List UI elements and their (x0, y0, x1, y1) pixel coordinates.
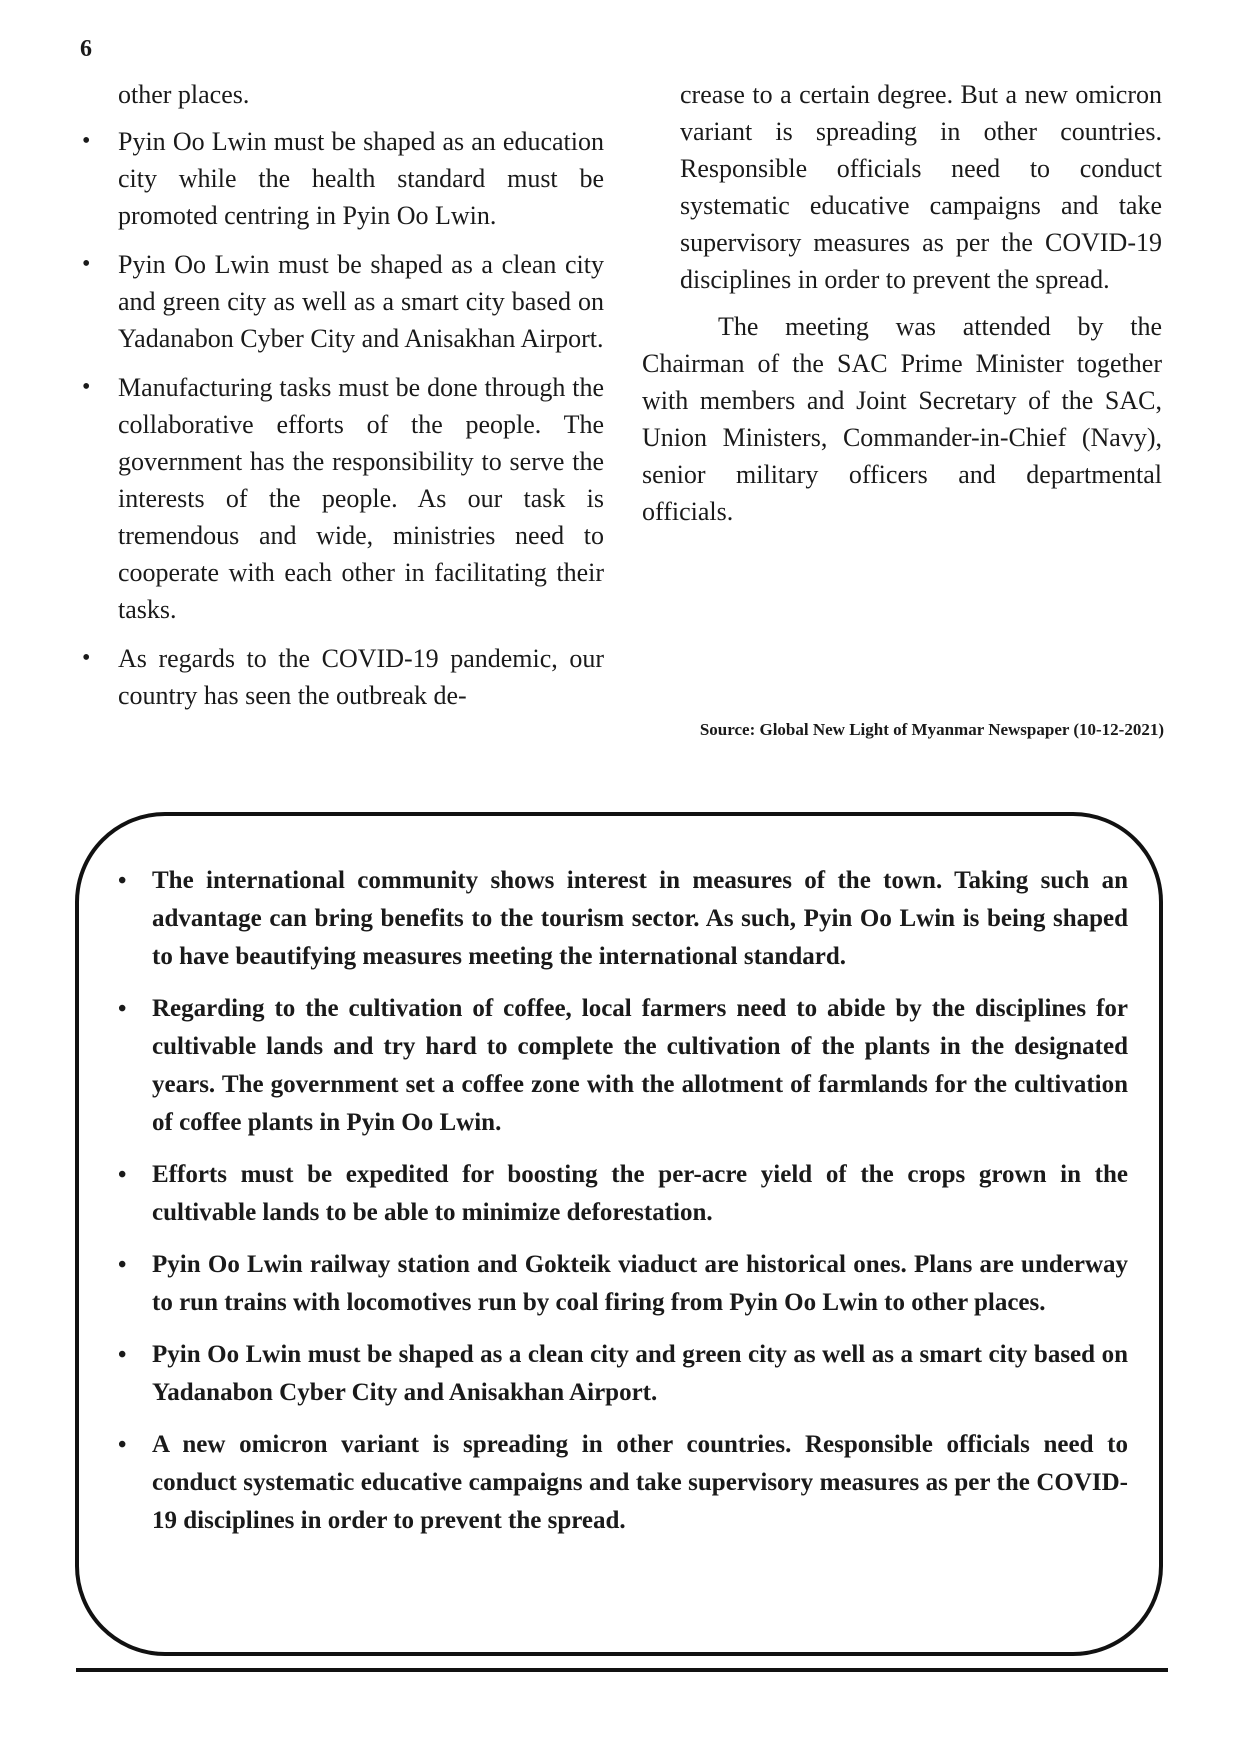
right-column (642, 76, 1162, 530)
meeting-attendance-paragraph: The meeting was attended by the Chairman of the SAC Prime Minister together with members and Joint Secretary of the SAC, Union Ministers, Commander-in-Chief (Navy), senior military officers and departmental officials. (642, 312, 1162, 526)
summary-item-text: Efforts must be expedited for boosting the per-acre yield of the crops grown in the cultivable lands to be able to minimize deforestation. (152, 1161, 1128, 1226)
summary-item (118, 862, 1128, 976)
bullet-icon: • (82, 645, 91, 671)
bullet-icon: • (82, 128, 91, 154)
summary-item-text: Pyin Oo Lwin railway station and Gokteik viaduct are historical ones. Plans are underway to run trains with locomotives run by coal firing from Pyin Oo Lwin to other places. (152, 1251, 1128, 1316)
bullet-icon: • (82, 251, 91, 277)
list-item (82, 246, 604, 357)
bullet-icon: • (118, 996, 127, 1022)
left-column (82, 76, 604, 726)
page-number: 6 (80, 36, 92, 62)
list-item-text: Pyin Oo Lwin must be shaped as an education city while the health standard must be promoted centring in Pyin Oo Lwin. (118, 127, 604, 230)
summary-item (118, 1156, 1128, 1232)
bullet-icon: • (118, 1252, 127, 1278)
list-item-text: Manufacturing tasks must be done through the collaborative efforts of the people. The government has the responsibility to serve the interests of the people. As our task is tremendous and wide, ministries need to cooperate with each other in facilitating their tasks. (118, 373, 604, 624)
summary-item (118, 1246, 1128, 1322)
summary-item-text: A new omicron variant is spreading in other countries. Responsible officials need to conduct systematic educative campaigns and take supervisory measures as per the COVID-19 disciplines in order to prevent the spread. (152, 1431, 1128, 1534)
left-continuation-text: other places. (118, 80, 250, 109)
source-citation: Source: Global New Light of Myanmar Newspaper (10-12-2021) (699, 720, 1164, 739)
summary-item-text: Regarding to the cultivation of coffee, local farmers need to abide by the disciplines for cultivable lands and try hard to complete the cultivation of the plants in the designated years. The government set a coffee zone with the allotment of farmlands for the cultivation of coffee plants in Pyin Oo Lwin. (152, 995, 1128, 1136)
bottom-rule (76, 1668, 1168, 1672)
bullet-icon: • (118, 1342, 127, 1368)
list-item-text: As regards to the COVID-19 pandemic, our country has seen the outbreak de- (118, 644, 604, 710)
bullet-icon: • (118, 1162, 127, 1188)
list-item (82, 369, 604, 628)
summary-item (118, 1336, 1128, 1412)
summary-item (118, 1426, 1128, 1540)
summary-item-text: Pyin Oo Lwin must be shaped as a clean city and green city as well as a smart city based on Yadanabon Cyber City and Anisakhan Airport. (152, 1341, 1128, 1406)
right-continuation-text: crease to a certain degree. But a new omicron variant is spreading in other countries. Responsible officials need to conduct systematic educative campaigns and take supervisory measures as per the COVID-19 disciplines in order to prevent the spread. (680, 80, 1162, 294)
bullet-icon: • (82, 374, 91, 400)
summary-item (118, 990, 1128, 1142)
left-bullet-list (82, 123, 604, 714)
bullet-icon: • (118, 868, 127, 894)
list-item-text: Pyin Oo Lwin must be shaped as a clean city and green city as well as a smart city based on Yadanabon Cyber City and Anisakhan Airport. (118, 250, 604, 353)
summary-item-text: The international community shows interest in measures of the town. Taking such an advantage can bring benefits to the tourism sector. As such, Pyin Oo Lwin is being shaped to have beautifying measures meeting the international standard. (152, 867, 1128, 970)
bullet-icon: • (118, 1432, 127, 1458)
list-item (82, 123, 604, 234)
summary-list (118, 862, 1128, 1554)
list-item (82, 640, 604, 714)
